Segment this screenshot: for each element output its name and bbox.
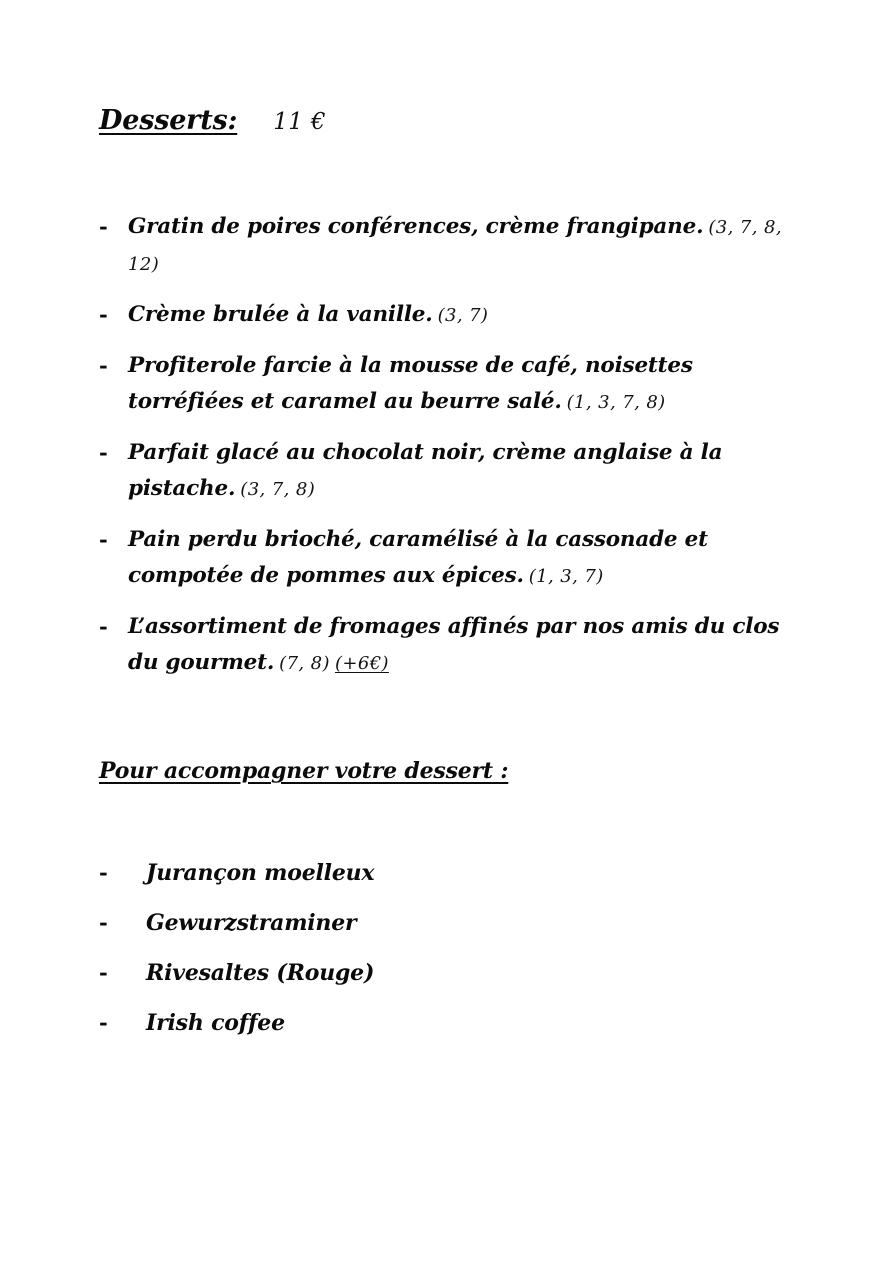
dessert-name: Pain perdu brioché, caramélisé à la cassonade et compotée de pommes aux épices. — [128, 527, 708, 588]
bullet-dash: - — [99, 860, 108, 885]
bullet-dash: - — [99, 1010, 108, 1035]
dessert-allergens: (1, 3, 7, 8) — [566, 392, 666, 413]
dessert-allergens: (3, 7, 8) — [240, 479, 316, 500]
bullet-dash: - — [99, 440, 108, 465]
list-item — [99, 906, 699, 956]
list-item — [99, 609, 815, 682]
list-item — [99, 1006, 699, 1056]
bullet-dash: - — [99, 527, 108, 552]
dessert-allergens: (3, 7) — [437, 305, 489, 326]
list-item — [99, 956, 699, 1006]
dessert-name: Profiterole farcie à la mousse de café, noisettes torréfiées et caramel au beurre salé. — [128, 353, 693, 414]
dessert-allergens: (7, 8) — [279, 653, 330, 674]
dessert-text — [128, 522, 815, 595]
dessert-list — [99, 209, 815, 696]
dessert-name: Gratin de poires conférences, crème frangipane. — [128, 214, 704, 239]
list-item — [99, 522, 815, 595]
desserts-price: 11 € — [273, 109, 327, 135]
dessert-text — [128, 609, 815, 682]
pairing-name: Irish coffee — [146, 1010, 285, 1036]
pairing-name: Jurançon moelleux — [146, 860, 375, 886]
list-item — [99, 209, 815, 283]
list-item — [99, 297, 815, 334]
bullet-dash: - — [99, 302, 108, 327]
bullet-dash: - — [99, 910, 108, 935]
pairing-heading: Pour accompagner votre dessert : — [99, 758, 509, 784]
pairing-list — [99, 856, 699, 1056]
bullet-dash: - — [99, 214, 108, 239]
pairing-name: Rivesaltes (Rouge) — [146, 960, 375, 986]
dessert-name: Crème brulée à la vanille. — [128, 302, 433, 327]
bullet-dash: - — [99, 353, 108, 378]
dessert-text — [128, 297, 815, 334]
dessert-text — [128, 348, 815, 421]
bullet-dash: - — [99, 614, 108, 639]
bullet-dash: - — [99, 960, 108, 985]
desserts-heading: Desserts: — [99, 105, 238, 136]
list-item — [99, 856, 699, 906]
pairing-name: Gewurzstraminer — [146, 910, 357, 936]
dessert-name: Parfait glacé au chocolat noir, crème anglaise à la pistache. — [128, 440, 723, 501]
list-item — [99, 348, 815, 421]
dessert-name: L’assortiment de fromages affinés par nos amis du clos du gourmet. — [128, 614, 780, 675]
dessert-allergens: (3, 7, 8, 12) — [128, 217, 782, 275]
dessert-supplement: (+6€) — [334, 653, 389, 674]
dessert-allergens: (1, 3, 7) — [528, 566, 604, 587]
list-item — [99, 435, 815, 508]
dessert-text — [128, 209, 815, 283]
page-title — [99, 105, 326, 138]
dessert-text — [128, 435, 815, 508]
